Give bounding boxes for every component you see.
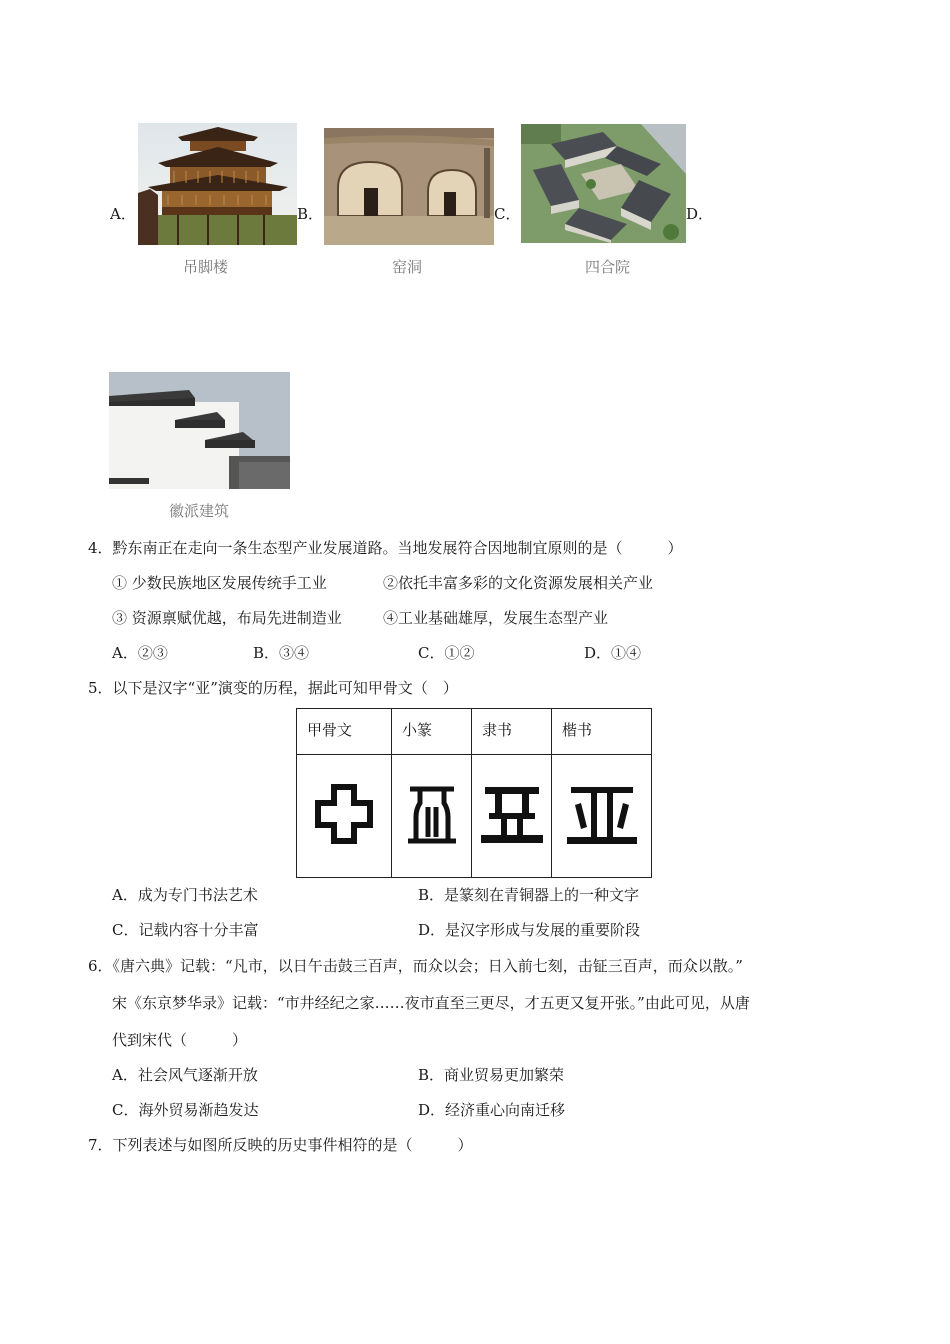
q4-option-d[interactable]: D．①④: [584, 644, 642, 662]
q4-option-b[interactable]: B．③④: [253, 644, 310, 662]
option-d-label: D．: [686, 205, 714, 223]
q5-option-b[interactable]: B．是篆刻在青铜器上的一种文字: [418, 886, 640, 904]
q6-stem-line-1: 6．《唐六典》记载：“凡市，以日午击鼓三百声，而众以会；日入前七刻，击钲三百声，而众以散。”: [88, 957, 743, 975]
q4-option-a[interactable]: A．②③: [112, 644, 168, 662]
q5-option-d[interactable]: D．是汉字形成与发展的重要阶段: [418, 921, 641, 939]
option-c-label: C．: [494, 205, 521, 223]
q6-option-d[interactable]: D．经济重心向南迁移: [418, 1101, 566, 1119]
q6-option-b[interactable]: B．商业贸易更加繁荣: [418, 1066, 565, 1084]
q7-stem: 7．下列表述与如图所反映的历史事件相符的是（ ）: [88, 1136, 473, 1154]
glyph-oracle-bone: [297, 755, 392, 878]
q4-stem: 4．黔东南正在走向一条生态型产业发展道路。当地发展符合因地制宜原则的是（ ）: [88, 539, 683, 557]
q4-statement-2: ②依托丰富多彩的文化资源发展相关产业: [383, 574, 654, 592]
stilt-house-photo: [138, 123, 297, 245]
caption-huizhou: 徽派建筑: [169, 502, 230, 520]
glyph-small-seal: [392, 755, 472, 878]
courtyard-house-photo: [521, 124, 686, 243]
header-regular: 楷书: [552, 709, 652, 755]
glyph-clerical: [472, 755, 552, 878]
glyph-regular: [552, 755, 652, 878]
header-small-seal: 小篆: [392, 709, 472, 755]
cave-dwelling-photo: [324, 128, 494, 245]
q5-stem: 5．以下是汉字“亚”演变的历程，据此可知甲骨文（ ）: [88, 679, 458, 697]
q4-statement-1: ① 少数民族地区发展传统手工业: [112, 574, 327, 592]
character-evolution-table: [296, 708, 652, 878]
option-b-label: B．: [297, 205, 324, 223]
q5-option-c[interactable]: C．记载内容十分丰富: [112, 921, 259, 939]
q6-stem-line-3: 代到宋代（ ）: [112, 1031, 248, 1049]
header-oracle-bone: 甲骨文: [297, 709, 392, 755]
q4-statement-4: ④工业基础雄厚，发展生态型产业: [383, 609, 609, 627]
caption-courtyard-house: 四合院: [585, 258, 631, 276]
q6-option-a[interactable]: A．社会风气逐渐开放: [112, 1066, 258, 1084]
option-a-label: A．: [110, 205, 136, 223]
q6-option-c[interactable]: C．海外贸易渐趋发达: [112, 1101, 259, 1119]
caption-stilt-house: 吊脚楼: [183, 258, 229, 276]
caption-cave-dwelling: 窑洞: [392, 258, 423, 276]
q6-stem-line-2: 宋《东京梦华录》记载：“市井经纪之家……夜市直至三更尽，才五更又复开张。”由此可见，从唐: [112, 994, 750, 1012]
q5-option-a[interactable]: A．成为专门书法艺术: [112, 886, 258, 904]
header-clerical: 隶书: [472, 709, 552, 755]
huizhou-architecture-photo: [109, 372, 290, 489]
q4-statement-3: ③ 资源禀赋优越，布局先进制造业: [112, 609, 342, 627]
q4-option-c[interactable]: C．①②: [418, 644, 475, 662]
